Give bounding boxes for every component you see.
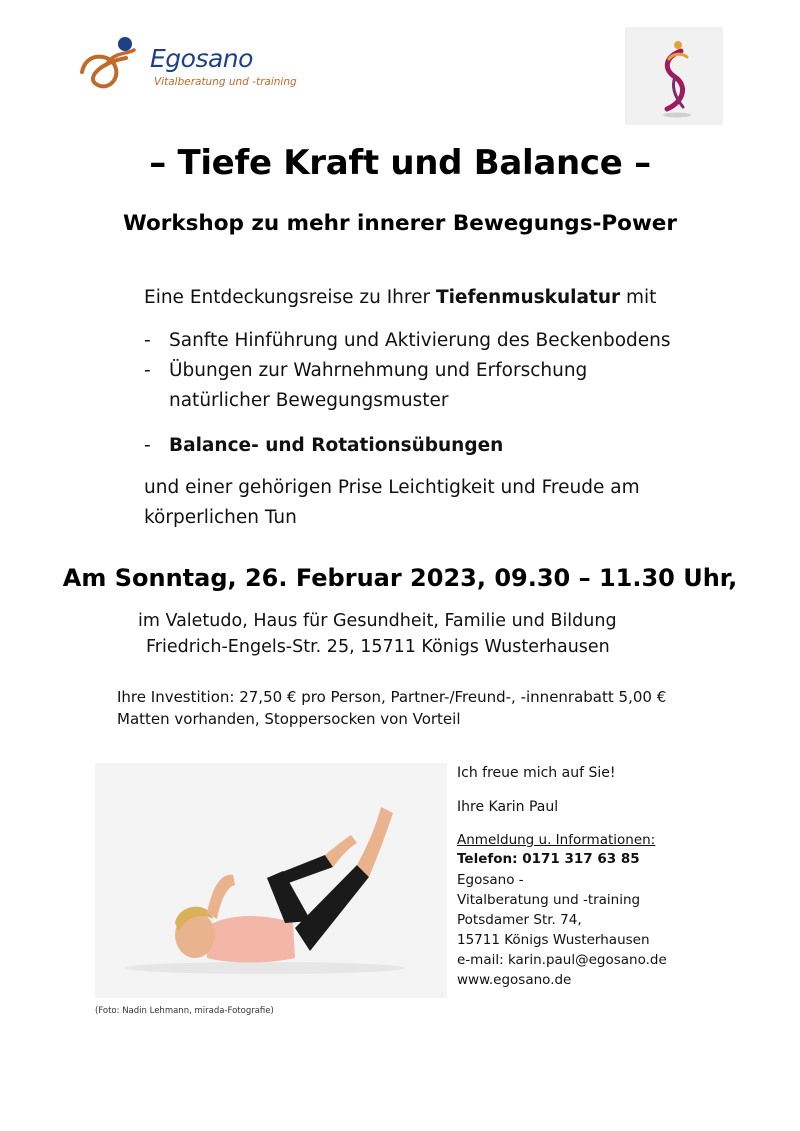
- contact-line: Potsdamer Str. 74,: [457, 912, 582, 928]
- outro-text-line: körperlichen Tun: [144, 507, 297, 528]
- bullet-dash: -: [144, 330, 151, 351]
- dancer-figure-icon: [625, 27, 723, 125]
- bullet-text: Übungen zur Wahrnehmung und Erforschung: [169, 360, 588, 381]
- intro-before: Eine Entdeckungsreise zu Ihrer: [144, 287, 436, 308]
- contact-line: 15711 Königs Wusterhausen: [457, 932, 650, 948]
- price-line: Matten vorhanden, Stoppersocken von Vorteil: [117, 710, 461, 728]
- exercise-photo: [95, 763, 447, 998]
- registration-heading: Anmeldung u. Informationen:: [457, 832, 656, 848]
- signature: Ihre Karin Paul: [457, 799, 559, 815]
- bullet-dash: -: [144, 435, 151, 456]
- contact-line: Egosano -: [457, 872, 524, 888]
- email-link[interactable]: e-mail: karin.paul@egosano.de: [457, 952, 667, 968]
- page-title: – Tiefe Kraft und Balance –: [149, 143, 651, 183]
- venue-line: im Valetudo, Haus für Gesundheit, Familie und Bildung: [138, 611, 617, 631]
- website-link[interactable]: www.egosano.de: [457, 972, 572, 988]
- price-line: Ihre Investition: 27,50 € pro Person, Partner-/Freund-, -innenrabatt 5,00 €: [117, 688, 667, 706]
- greeting: Ich freue mich auf Sie!: [457, 765, 616, 781]
- intro-bold: Tiefenmuskulatur: [435, 287, 621, 308]
- venue-line: Friedrich-Engels-Str. 25, 15711 Königs Wusterhausen: [146, 637, 610, 657]
- dancer-badge-image: [625, 27, 723, 125]
- bullet-dash: -: [144, 360, 151, 381]
- contact-line: Vitalberatung und -training: [457, 892, 641, 908]
- intro-text: [144, 283, 656, 313]
- logo-wordmark: Egosano: [150, 44, 253, 73]
- bullet-text: natürlicher Bewegungsmuster: [169, 390, 449, 411]
- logo-tagline: Vitalberatung und -training: [154, 76, 297, 88]
- intro-after: mit: [620, 287, 657, 308]
- page-subtitle: Workshop zu mehr innerer Bewegungs-Power: [123, 211, 677, 236]
- bullet-text: Balance- und Rotationsübungen: [169, 435, 504, 456]
- phone-number: Telefon: 0171 317 63 85: [457, 851, 640, 867]
- outro-text-line: und einer gehörigen Prise Leichtigkeit und Freude am: [144, 477, 640, 498]
- photo-credit: (Foto: Nadin Lehmann, mirada-Fotografie): [95, 1006, 274, 1016]
- bullet-text: Sanfte Hinführung und Aktivierung des Beckenbodens: [169, 330, 671, 351]
- event-date: Am Sonntag, 26. Februar 2023, 09.30 – 11.30 Uhr,: [62, 564, 738, 592]
